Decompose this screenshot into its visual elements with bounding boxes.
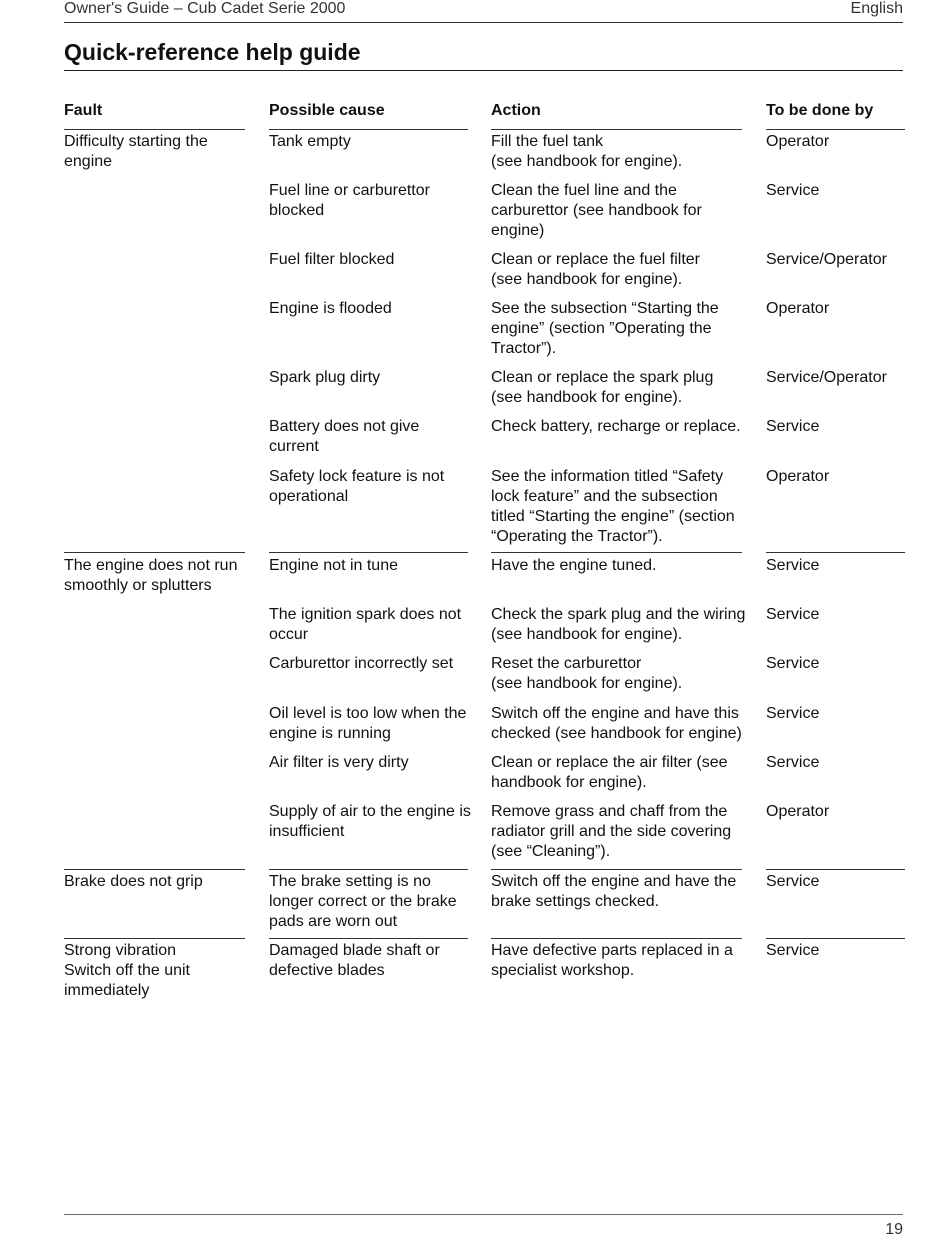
action-cell: Have defective parts replaced in a specialist workshop. [491,942,733,979]
language-label: English [850,0,903,17]
page-title: Quick-reference help guide [64,38,903,71]
fault-cell: Difficulty starting the engine [64,133,208,170]
group-divider-by [766,938,905,939]
group-divider-by [766,869,905,870]
action-cell: Switch off the engine and have the brake settings checked. [491,873,737,910]
group-divider-fault [64,938,245,939]
cause-cell: Spark plug dirty [269,369,381,386]
cause-cell: Fuel filter blocked [269,251,395,268]
cause-cell: Damaged blade shaft or defective blades [269,942,440,979]
fault-cell: The engine does not run smoothly or splutters [64,557,238,594]
group-divider-cause [269,938,468,939]
cause-cell: Air filter is very dirty [269,754,409,771]
done-by-cell: Service [766,754,820,771]
cause-cell: Tank empty [269,133,351,150]
fault-cell: Brake does not grip [64,873,203,890]
column-header-possible-cause: Possible cause [269,101,468,130]
done-by-cell: Service [766,705,820,722]
cause-cell: Fuel line or carburettor blocked [269,182,430,219]
done-by-cell: Operator [766,803,830,820]
done-by-cell: Operator [766,468,830,485]
column-header-to-be-done-by: To be done by [766,101,905,130]
done-by-cell: Service/Operator [766,251,887,268]
group-divider-cause [269,869,468,870]
group-divider-cause [269,552,468,553]
done-by-cell: Service/Operator [766,369,887,386]
cause-cell: Engine not in tune [269,557,398,574]
done-by-cell: Operator [766,300,830,317]
group-divider-action [491,938,742,939]
action-cell: Check the spark plug and the wiring (see handbook for engine). [491,606,746,643]
action-cell: Clean or replace the fuel filter (see handbook for engine). [491,251,700,288]
action-cell: Clean or replace the air filter (see handbook for engine). [491,754,728,791]
group-divider-fault [64,869,245,870]
action-cell: Check battery, recharge or replace. [491,418,741,435]
action-cell: See the information titled “Safety lock feature” and the subsection titled “Starting the engine” (section “Operating the Tractor”). [491,468,735,545]
group-divider-fault [64,552,245,553]
done-by-cell: Service [766,557,820,574]
cause-cell: Battery does not give current [269,418,420,455]
cause-cell: Safety lock feature is not operational [269,468,445,505]
cause-cell: The ignition spark does not occur [269,606,462,643]
done-by-cell: Operator [766,133,830,150]
action-cell: Switch off the engine and have this checked (see handbook for engine) [491,705,742,742]
cause-cell: Oil level is too low when the engine is running [269,705,467,742]
group-divider-by [766,552,905,553]
action-cell: See the subsection “Starting the engine” (section ”Operating the Tractor”). [491,300,719,357]
group-divider-action [491,869,742,870]
cause-cell: Supply of air to the engine is insufficient [269,803,471,840]
action-cell: Remove grass and chaff from the radiator grill and the side covering (see “Cleaning”). [491,803,732,860]
cause-cell: Carburettor incorrectly set [269,655,454,672]
action-cell: Clean the fuel line and the carburettor (see handbook for engine) [491,182,702,239]
done-by-cell: Service [766,606,820,623]
action-cell: Clean or replace the spark plug (see handbook for engine). [491,369,714,406]
action-cell: Have the engine tuned. [491,557,657,574]
footer-divider [64,1214,903,1215]
document-title: Owner's Guide – Cub Cadet Serie 2000 [64,0,346,17]
done-by-cell: Service [766,182,820,199]
group-divider-action [491,552,742,553]
cause-cell: Engine is flooded [269,300,392,317]
done-by-cell: Service [766,655,820,672]
done-by-cell: Service [766,873,820,890]
fault-cell: Strong vibration Switch off the unit immediately [64,942,190,999]
done-by-cell: Service [766,942,820,959]
action-cell: Fill the fuel tank (see handbook for engine). [491,133,683,170]
cause-cell: The brake setting is no longer correct or the brake pads are worn out [269,873,457,930]
page-number: 19 [885,1221,903,1238]
action-cell: Reset the carburettor (see handbook for engine). [491,655,683,692]
column-header-action: Action [491,101,742,130]
done-by-cell: Service [766,418,820,435]
column-header-fault: Fault [64,101,245,130]
running-header [64,0,903,23]
